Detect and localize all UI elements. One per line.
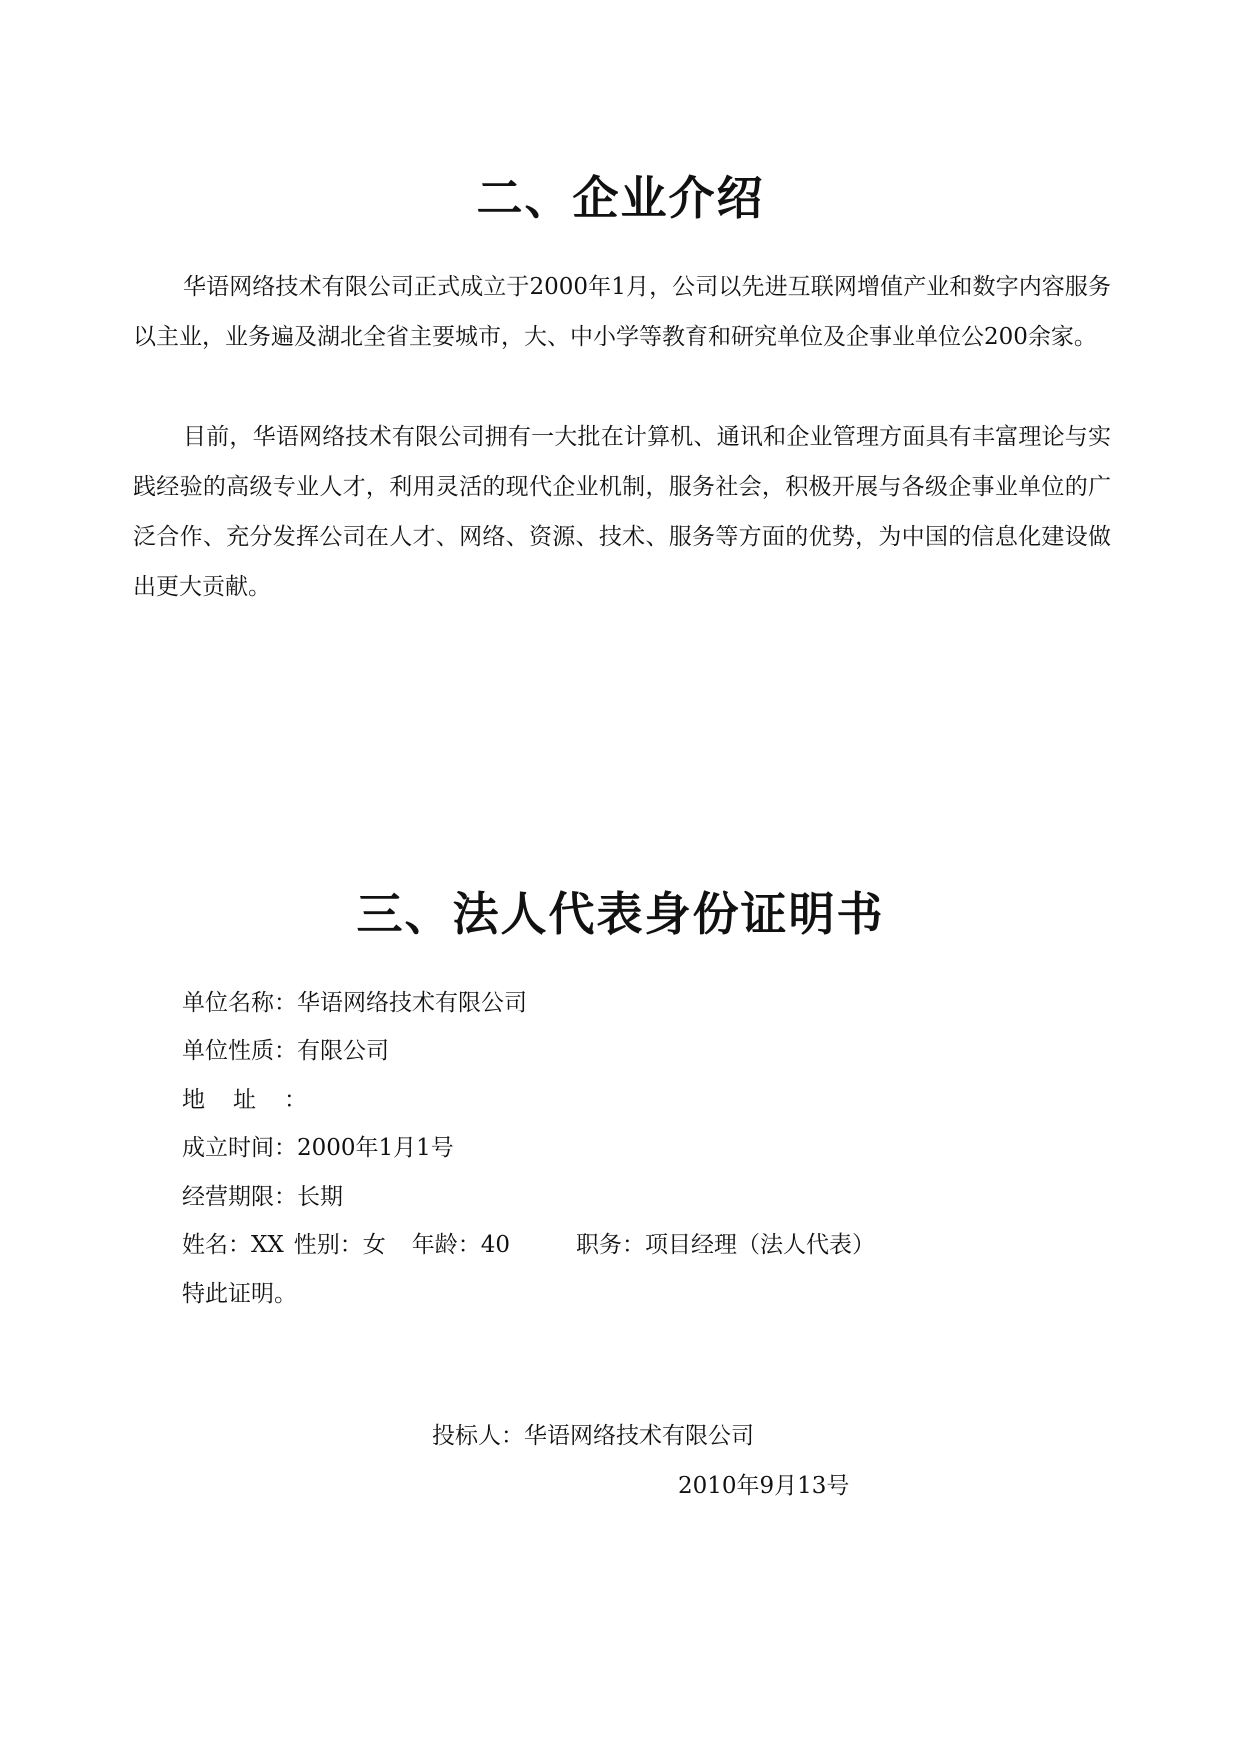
- field-person-info: [182, 1230, 875, 1260]
- person-position: 职务：项目经理（法人代表）: [576, 1232, 876, 1258]
- signature-date: 2010年9月13号: [678, 1473, 850, 1499]
- company-intro-paragraph-2: 目前，华语网络技术有限公司拥有一大批在计算机、通讯和企业管理方面具有丰富理论与实践经验的高级专业人才，利用灵活的现代企业机制，服务社会，积极开展与各级企事业单位的广泛合作、充分发挥公司在人才、网络、资源、技术、服务等方面的优势，为中国的信息化建设做出更大贡献。: [133, 424, 1111, 600]
- signature-bidder: 投标人：华语网络技术有限公司: [432, 1423, 754, 1449]
- field-address: [182, 1085, 335, 1115]
- field-business-term: 经营期限：长期: [182, 1184, 343, 1210]
- company-intro-paragraph-1: 华语网络技术有限公司正式成立于2000年1月，公司以先进互联网增值产业和数字内容服务以主业，业务遍及湖北全省主要城市，大、中小学等教育和研究单位及企事业单位公200余家。: [133, 274, 1111, 350]
- certify-statement: 特此证明。: [182, 1281, 297, 1307]
- field-unit-nature: 单位性质：有限公司: [182, 1038, 389, 1064]
- section-title-legal-rep-certificate: 三、法人代表身份证明书: [356, 887, 885, 941]
- person-gender: 性别：女: [293, 1232, 386, 1258]
- field-founded-date: 成立时间：2000年1月1号: [182, 1135, 454, 1161]
- field-unit-name: 单位名称：华语网络技术有限公司: [182, 990, 527, 1016]
- person-name: 姓名：XX: [182, 1232, 284, 1258]
- field-address-label: 地址：: [182, 1087, 335, 1113]
- section-title-company-intro: 二、企业介绍: [476, 171, 765, 225]
- person-age: 年龄：40: [411, 1232, 511, 1258]
